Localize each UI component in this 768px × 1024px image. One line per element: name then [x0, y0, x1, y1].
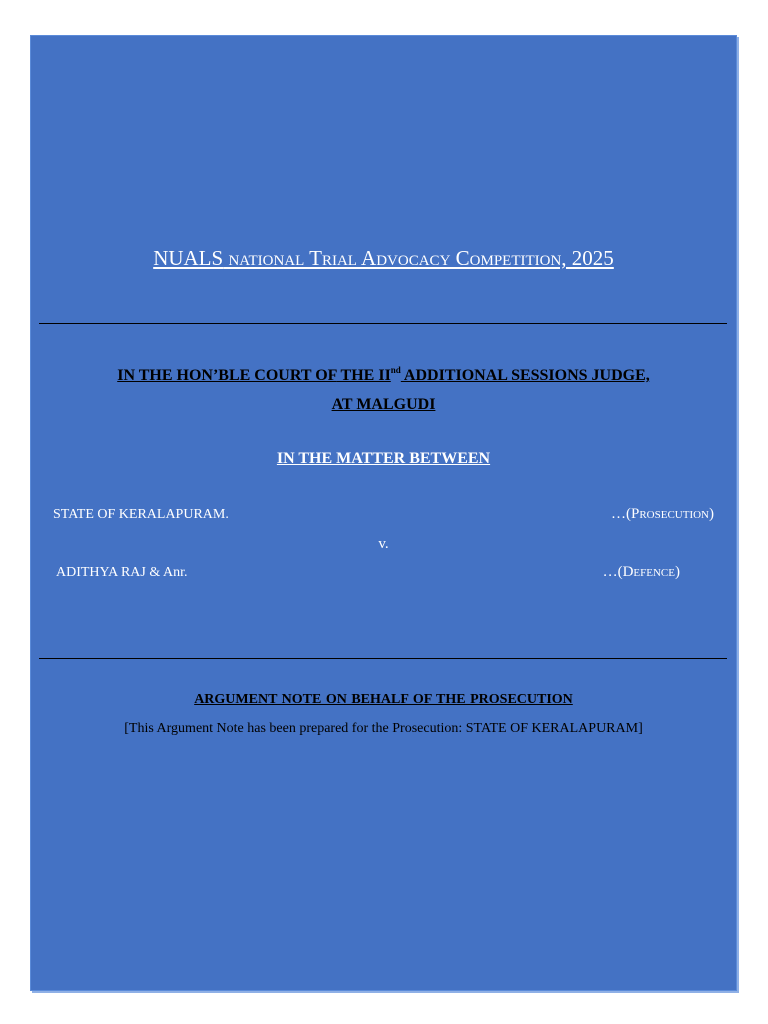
competition-title [31, 246, 736, 271]
first-party-name: STATE OF KERALAPURAM. [53, 507, 229, 522]
court-heading-line-2: AT MALGUDI [331, 396, 436, 413]
first-party-role: …(Prosecution) [610, 506, 714, 522]
argument-title: ARGUMENT NOTE ON BEHALF OF THE PROSECUTION [194, 692, 573, 707]
top-divider [39, 323, 727, 324]
versus-label: v. [378, 536, 389, 552]
court-heading-line-1 [51, 361, 716, 390]
matter-heading: IN THE MATTER BETWEEN [276, 450, 491, 467]
competition-name-rest: national Trial Advocacy Competition, 2025 [223, 246, 614, 270]
court-heading-part-1: IN THE HON’BLE COURT OF [117, 367, 337, 384]
second-party-name: ADITHYA RAJ & Anr. [56, 565, 188, 580]
court-heading-part-2: THE II [336, 367, 391, 384]
ordinal-suffix: nd [390, 365, 401, 375]
court-heading-part-3: ADDITIONAL SESSIONS JUDGE, [400, 367, 650, 384]
competition-name-prefix: NUALS [153, 246, 224, 270]
argument-note: [This Argument Note has been prepared for the Prosecution: STATE OF KERALAPURAM] [124, 721, 643, 736]
court-heading [51, 361, 716, 419]
cover-page [30, 35, 737, 991]
second-party-role: …(Defence) [602, 564, 680, 580]
bottom-divider [39, 658, 727, 659]
